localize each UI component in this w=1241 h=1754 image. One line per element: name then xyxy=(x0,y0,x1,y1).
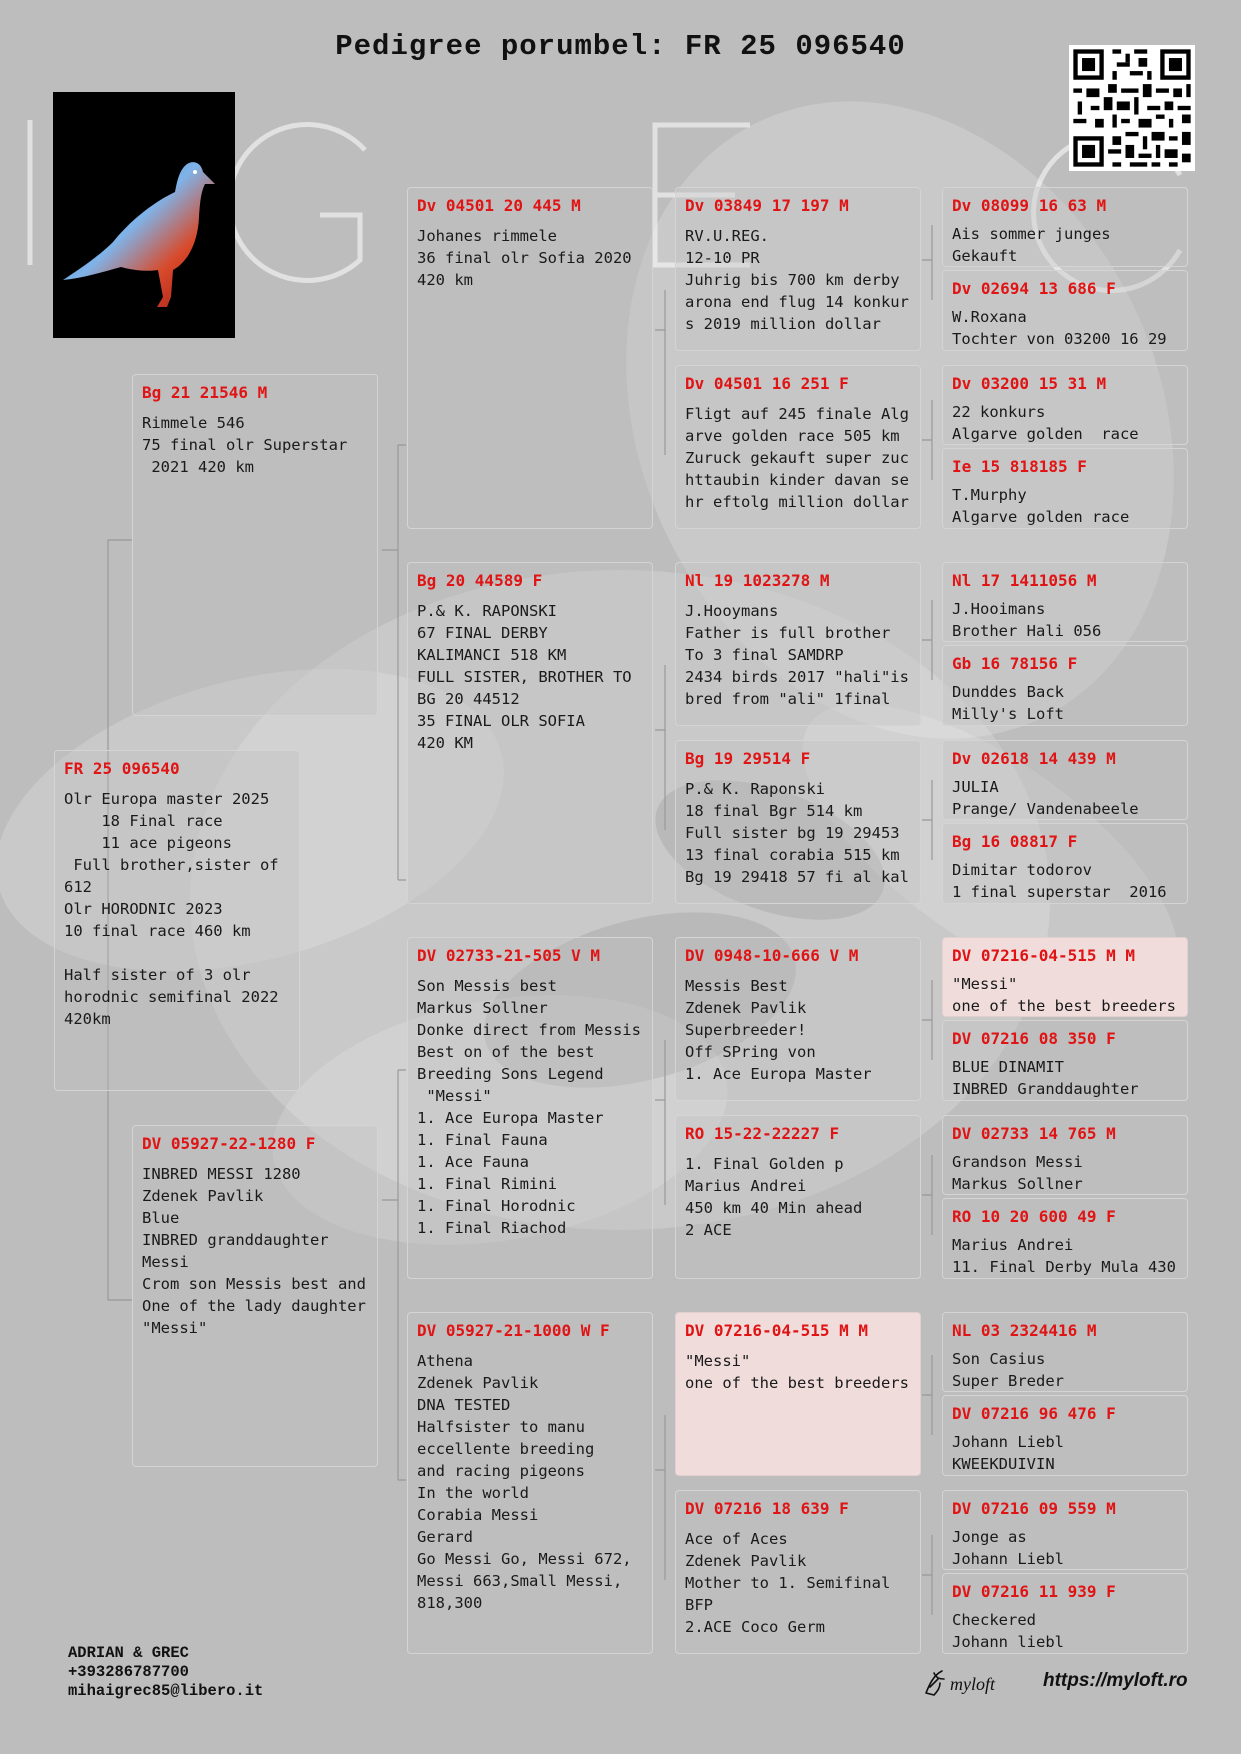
ring-number: Dv 04501 20 445 M xyxy=(417,196,581,215)
grandparent-card[interactable] xyxy=(407,937,653,1279)
ring-number: Ie 15 818185 F xyxy=(952,457,1087,476)
ggg-card[interactable] xyxy=(942,1490,1188,1570)
description: JULIA Prange/ Vandenabeele xyxy=(952,778,1139,818)
description: "Messi" one of the best breeders xyxy=(952,975,1176,1015)
ggg-card[interactable] xyxy=(942,823,1188,904)
description: RV.U.REG. 12-10 PR Juhrig bis 700 km derby arona end flug 14 konkur s 2019 million dollar xyxy=(685,227,909,333)
sire-card[interactable] xyxy=(132,374,378,716)
description: Athena Zdenek Pavlik DNA TESTED Halfsister to manu eccellente breeding and racing pigeons In the world Corabia Messi Gerard Go Messi Go, Messi 672, Messi 663,Small Messi, 818,300 xyxy=(417,1352,632,1612)
great-grandparent-card[interactable] xyxy=(675,1312,921,1476)
description: Johann Liebl KWEEKDUIVIN xyxy=(952,1433,1064,1473)
great-grandparent-card[interactable] xyxy=(675,187,921,351)
ggg-card[interactable] xyxy=(942,562,1188,642)
ggg-card[interactable] xyxy=(942,1395,1188,1476)
ring-number: DV 0948-10-666 V M xyxy=(685,946,859,965)
ring-number: DV 07216 96 476 F xyxy=(952,1404,1116,1423)
ggg-card[interactable] xyxy=(942,270,1188,351)
ggg-card[interactable] xyxy=(942,1573,1188,1654)
description: J.Hooimans Brother Hali 056 xyxy=(952,600,1102,640)
ggg-card[interactable] xyxy=(942,937,1188,1017)
myloft-logo xyxy=(920,1665,1025,1701)
description: P.& K. Raponski 18 final Bgr 514 km Full sister bg 19 29453 13 final corabia 515 km Bg 19 29418 57 fi al kal xyxy=(685,780,909,886)
ring-number: DV 02733 14 765 M xyxy=(952,1124,1116,1143)
page-title: Pedigree porumbel: FR 25 096540 xyxy=(335,30,906,63)
description: Son Casius Super Breder xyxy=(952,1350,1064,1390)
grandparent-card[interactable] xyxy=(407,562,653,904)
ring-number: RO 10 20 600 49 F xyxy=(952,1207,1116,1226)
description: J.Hooymans Father is full brother To 3 final SAMDRP 2434 birds 2017 "hali"is bred from "ali" 1final xyxy=(685,602,909,708)
ggg-card[interactable] xyxy=(942,1312,1188,1392)
ggg-card[interactable] xyxy=(942,740,1188,820)
description: W.Roxana Tochter von 03200 16 29 xyxy=(952,308,1167,348)
description: INBRED MESSI 1280 Zdenek Pavlik Blue INBRED granddaughter Messi Crom son Messis best and One of the lady daughter "Messi" xyxy=(142,1165,366,1337)
description: Dimitar todorov 1 final superstar 2016 xyxy=(952,861,1167,901)
qr-code[interactable] xyxy=(1069,45,1195,171)
ggg-card[interactable] xyxy=(942,1115,1188,1195)
ring-number: Dv 08099 16 63 M xyxy=(952,196,1107,215)
ring-number: DV 07216 11 939 F xyxy=(952,1582,1116,1601)
ggg-card[interactable] xyxy=(942,1020,1188,1101)
ring-number: Nl 17 1411056 M xyxy=(952,571,1097,590)
description: Marius Andrei 11. Final Derby Mula 430 xyxy=(952,1236,1176,1276)
ring-number: Bg 19 29514 F xyxy=(685,749,811,768)
ring-number: Nl 19 1023278 M xyxy=(685,571,830,590)
description: 1. Final Golden p Marius Andrei 450 km 40 Min ahead 2 ACE xyxy=(685,1155,863,1239)
great-grandparent-card[interactable] xyxy=(675,1490,921,1654)
ring-number: RO 15-22-22227 F xyxy=(685,1124,840,1143)
ggg-card[interactable] xyxy=(942,1198,1188,1279)
pigeon-photo xyxy=(53,92,235,338)
ggg-card[interactable] xyxy=(942,365,1188,445)
description: Dunddes Back Milly's Loft xyxy=(952,683,1064,723)
ring-number: Dv 02618 14 439 M xyxy=(952,749,1116,768)
ring-number: DV 05927-22-1280 F xyxy=(142,1134,316,1153)
description: Messis Best Zdenek Pavlik Superbreeder! Off SPring von 1. Ace Europa Master xyxy=(685,977,872,1083)
great-grandparent-card[interactable] xyxy=(675,365,921,529)
description: BLUE DINAMIT INBRED Granddaughter xyxy=(952,1058,1139,1098)
owner-contact xyxy=(68,1644,263,1701)
ring-number: Gb 16 78156 F xyxy=(952,654,1078,673)
ring-number: Dv 02694 13 686 F xyxy=(952,279,1116,298)
subject-card[interactable] xyxy=(54,750,300,1091)
logo-text: myloft xyxy=(950,1674,995,1694)
description: Rimmele 546 75 final olr Superstar 2021 420 km xyxy=(142,414,348,476)
ggg-card[interactable] xyxy=(942,448,1188,529)
dam-card[interactable] xyxy=(132,1125,378,1467)
ring-number: DV 02733-21-505 V M xyxy=(417,946,601,965)
ring-number: Dv 03200 15 31 M xyxy=(952,374,1107,393)
ring-number: DV 07216 09 559 M xyxy=(952,1499,1116,1518)
great-grandparent-card[interactable] xyxy=(675,562,921,726)
description: P.& K. RAPONSKI 67 FINAL DERBY KALIMANCI 518 KM FULL SISTER, BROTHER TO BG 20 44512 35 FINAL OLR SOFIA 420 KM xyxy=(417,602,632,752)
description: Grandson Messi Markus Sollner xyxy=(952,1153,1083,1193)
ring-number: DV 07216-04-515 M M xyxy=(685,1321,869,1340)
grandparent-card[interactable] xyxy=(407,1312,653,1654)
ring-number: Bg 21 21546 M xyxy=(142,383,268,402)
great-grandparent-card[interactable] xyxy=(675,1115,921,1279)
description: 22 konkurs Algarve golden race xyxy=(952,403,1139,443)
description: T.Murphy Algarve golden race xyxy=(952,486,1130,526)
description: Ais sommer junges Gekauft xyxy=(952,225,1111,265)
description: Olr Europa master 2025 18 Final race 11 ace pigeons Full brother,sister of 612 Olr HORODNIC 2023 10 final race 460 km Half sister of 3 olr horodnic semifinal 2022 420km xyxy=(64,790,279,1028)
ring-number: Bg 20 44589 F xyxy=(417,571,543,590)
ring-number: FR 25 096540 xyxy=(64,759,180,778)
ring-number: Bg 16 08817 F xyxy=(952,832,1078,851)
ggg-card[interactable] xyxy=(942,187,1188,267)
description: Jonge as Johann Liebl xyxy=(952,1528,1064,1568)
great-grandparent-card[interactable] xyxy=(675,740,921,904)
ggg-card[interactable] xyxy=(942,645,1188,726)
ring-number: DV 07216 18 639 F xyxy=(685,1499,849,1518)
grandparent-card[interactable] xyxy=(407,187,653,529)
ring-number: DV 05927-21-1000 W F xyxy=(417,1321,610,1340)
website-link[interactable]: https://myloft.ro xyxy=(1043,1670,1188,1691)
ring-number: NL 03 2324416 M xyxy=(952,1321,1097,1340)
description: Checkered Johann liebl xyxy=(952,1611,1064,1651)
owner-phone[interactable]: +393286787700 xyxy=(68,1663,189,1681)
great-grandparent-card[interactable] xyxy=(675,937,921,1101)
description: Ace of Aces Zdenek Pavlik Mother to 1. Semifinal BFP 2.ACE Coco Germ xyxy=(685,1530,891,1636)
ring-number: DV 07216 08 350 F xyxy=(952,1029,1116,1048)
ring-number: DV 07216-04-515 M M xyxy=(952,946,1136,965)
description: Fligt auf 245 finale Alg arve golden race 505 km Zuruck gekauft super zuc httaubin kinder davan se hr eftolg million dollar xyxy=(685,405,909,511)
description: Johanes rimmele 36 final olr Sofia 2020 420 km xyxy=(417,227,632,289)
owner-name: ADRIAN & GREC xyxy=(68,1644,189,1662)
description: "Messi" one of the best breeders xyxy=(685,1352,909,1392)
description: Son Messis best Markus Sollner Donke direct from Messis Best on of the best Breeding Sons Legend "Messi" 1. Ace Europa Master 1. Final Fauna 1. Ace Fauna 1. Final Rimini 1. Final Horodnic 1. Final Riachod xyxy=(417,977,641,1237)
ring-number: Dv 04501 16 251 F xyxy=(685,374,849,393)
owner-email[interactable]: mihaigrec85@libero.it xyxy=(68,1682,264,1700)
ring-number: Dv 03849 17 197 M xyxy=(685,196,849,215)
